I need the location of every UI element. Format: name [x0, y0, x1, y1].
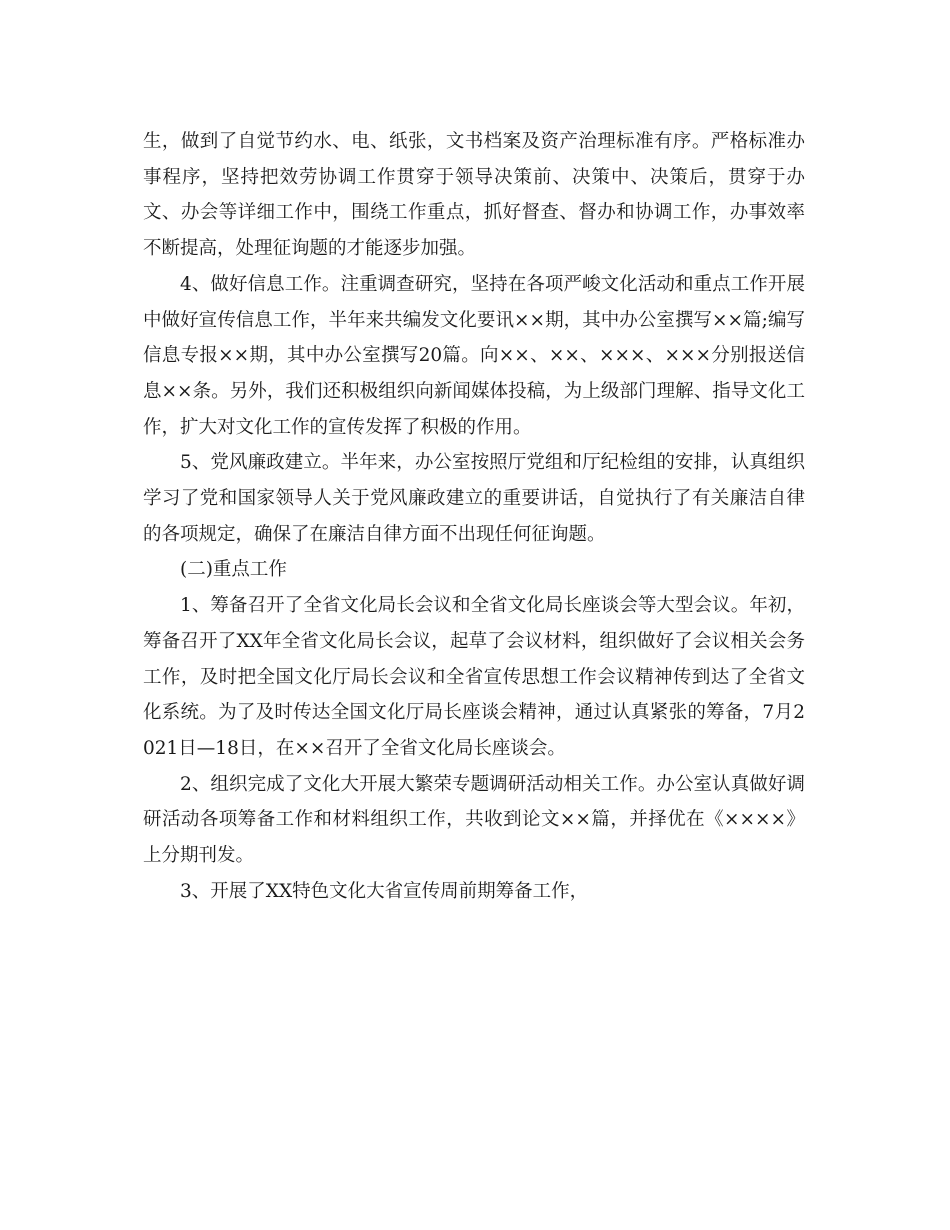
document-page [143, 124, 805, 909]
paragraph-research: 2、组织完成了文化大开展大繁荣专题调研活动相关工作。办公室认真做好调研活动各项筹备工作和材料组织工作，共收到论文××篇，并择优在《××××》上分期刊发。 [143, 773, 805, 867]
paragraph-continuation: 生，做到了自觉节约水、电、纸张，文书档案及资产治理标准有序。严格标准办事程序，坚持把效劳协调工作贯穿于领导决策前、决策中、决策后，贯穿于办文、办会等详细工作中，围绕工作重点，抓好督查、督办和协调工作，办事效率不断提高，处理征询题的才能逐步加强。 [143, 131, 805, 260]
paragraph-culture-week: 3、开展了XX特色文化大省宣传周前期筹备工作， [180, 880, 589, 902]
paragraph-party-conduct: 5、党风廉政建立。半年来，办公室按照厅党组和厅纪检组的安排，认真组织学习了党和国家领导人关于党风廉政建立的重要讲话，自觉执行了有关廉洁自律的各项规定，确保了在廉洁自律方面不出现任何征询题。 [143, 452, 805, 545]
paragraph-meetings: 1、筹备召开了全省文化局长会议和全省文化局长座谈会等大型会议。年初，筹备召开了XX年全省文化局长会议，起草了会议材料，组织做好了会议相关会务工作，及时把全国文化厅局长会议和全省宣传思想工作会议精神传到达了全省文化系统。为了及时传达全国文化厅局长座谈会精神，通过认真紧张的筹备，7月2021日—18日，在××召开了全省文化局长座谈会。 [143, 595, 805, 759]
paragraph-information-work: 4、做好信息工作。注重调查研究，坚持在各项严峻文化活动和重点工作开展中做好宣传信息工作，半年来共编发文化要讯××期，其中办公室撰写××篇;编写信息专报××期，其中办公室撰写20篇。向××、××、×××、×××分别报送信息××条。另外，我们还积极组织向新闻媒体投稿，为上级部门理解、指导文化工作，扩大对文化工作的宣传发挥了积极的作用。 [143, 273, 805, 438]
section-heading-key-work: (二)重点工作 [180, 559, 287, 581]
